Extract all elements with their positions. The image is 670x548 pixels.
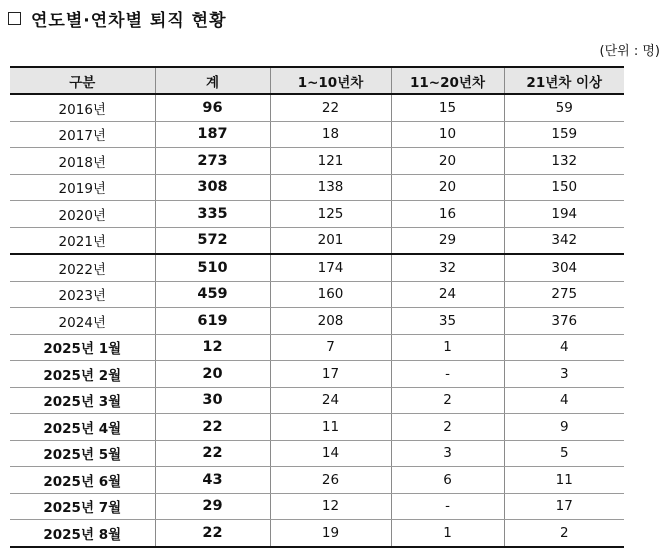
years-11-20-cell: 16: [391, 201, 504, 228]
unit-note: (단위 : 명): [599, 44, 660, 59]
row-label-cell: 2021년: [10, 227, 155, 254]
table-row: [10, 121, 624, 148]
row-label-cell: 2022년: [10, 254, 155, 281]
years-1-10-cell: 24: [270, 387, 391, 414]
years-1-10-cell: 14: [270, 440, 391, 467]
table-body: [10, 94, 624, 547]
column-header-category: 구분: [10, 67, 155, 94]
years-11-20-cell: 10: [391, 121, 504, 148]
table-row: [10, 174, 624, 201]
years-1-10-cell: 11: [270, 414, 391, 441]
section-heading: [8, 6, 227, 30]
table-row: [10, 493, 624, 520]
years-11-20-cell: -: [391, 493, 504, 520]
table-row: [10, 361, 624, 388]
years-11-20-cell: 6: [391, 467, 504, 494]
years-21-plus-cell: 5: [504, 440, 624, 467]
table-row: [10, 334, 624, 361]
years-1-10-cell: 18: [270, 121, 391, 148]
column-header-21-plus-years: 21년차 이상: [504, 67, 624, 94]
years-21-plus-cell: 150: [504, 174, 624, 201]
years-1-10-cell: 12: [270, 493, 391, 520]
total-cell: 30: [155, 387, 270, 414]
years-11-20-cell: 2: [391, 387, 504, 414]
total-cell: 96: [155, 94, 270, 121]
total-cell: 187: [155, 121, 270, 148]
years-21-plus-cell: 4: [504, 387, 624, 414]
years-1-10-cell: 19: [270, 520, 391, 547]
column-header-1-10-years: 1~10년차: [270, 67, 391, 94]
years-1-10-cell: 174: [270, 254, 391, 281]
years-21-plus-cell: 342: [504, 227, 624, 254]
years-21-plus-cell: 9: [504, 414, 624, 441]
years-11-20-cell: 3: [391, 440, 504, 467]
row-label-cell: 2025년 8월: [10, 520, 155, 547]
row-label-cell: 2018년: [10, 148, 155, 175]
years-11-20-cell: -: [391, 361, 504, 388]
years-11-20-cell: 1: [391, 520, 504, 547]
total-cell: 22: [155, 520, 270, 547]
years-1-10-cell: 160: [270, 281, 391, 308]
checkbox-bullet-icon: [8, 12, 21, 25]
years-21-plus-cell: 3: [504, 361, 624, 388]
years-21-plus-cell: 159: [504, 121, 624, 148]
retirement-table: [10, 66, 624, 548]
table-row: [10, 201, 624, 228]
years-21-plus-cell: 2: [504, 520, 624, 547]
years-11-20-cell: 1: [391, 334, 504, 361]
years-1-10-cell: 138: [270, 174, 391, 201]
years-21-plus-cell: 11: [504, 467, 624, 494]
total-cell: 572: [155, 227, 270, 254]
total-cell: 308: [155, 174, 270, 201]
table-row: [10, 227, 624, 254]
years-21-plus-cell: 194: [504, 201, 624, 228]
column-header-total: 계: [155, 67, 270, 94]
row-label-cell: 2025년 5월: [10, 440, 155, 467]
total-cell: 22: [155, 440, 270, 467]
table-row: [10, 281, 624, 308]
total-cell: 459: [155, 281, 270, 308]
table-row: [10, 440, 624, 467]
table-row: [10, 148, 624, 175]
years-1-10-cell: 22: [270, 94, 391, 121]
total-cell: 29: [155, 493, 270, 520]
row-label-cell: 2016년: [10, 94, 155, 121]
years-11-20-cell: 24: [391, 281, 504, 308]
years-11-20-cell: 15: [391, 94, 504, 121]
total-cell: 510: [155, 254, 270, 281]
heading-title: 연도별·연차별 퇴직 현황: [31, 10, 227, 31]
row-label-cell: 2017년: [10, 121, 155, 148]
years-1-10-cell: 7: [270, 334, 391, 361]
row-label-cell: 2019년: [10, 174, 155, 201]
total-cell: 273: [155, 148, 270, 175]
total-cell: 619: [155, 308, 270, 335]
years-21-plus-cell: 4: [504, 334, 624, 361]
years-1-10-cell: 17: [270, 361, 391, 388]
years-11-20-cell: 20: [391, 174, 504, 201]
table-row: [10, 414, 624, 441]
years-21-plus-cell: 17: [504, 493, 624, 520]
years-1-10-cell: 208: [270, 308, 391, 335]
row-label-cell: 2023년: [10, 281, 155, 308]
years-11-20-cell: 29: [391, 227, 504, 254]
table-row: [10, 254, 624, 281]
years-1-10-cell: 26: [270, 467, 391, 494]
years-11-20-cell: 32: [391, 254, 504, 281]
total-cell: 22: [155, 414, 270, 441]
years-21-plus-cell: 304: [504, 254, 624, 281]
years-11-20-cell: 2: [391, 414, 504, 441]
years-21-plus-cell: 59: [504, 94, 624, 121]
years-1-10-cell: 201: [270, 227, 391, 254]
row-label-cell: 2025년 7월: [10, 493, 155, 520]
years-21-plus-cell: 275: [504, 281, 624, 308]
total-cell: 43: [155, 467, 270, 494]
row-label-cell: 2025년 4월: [10, 414, 155, 441]
table-row: [10, 94, 624, 121]
row-label-cell: 2024년: [10, 308, 155, 335]
table-row: [10, 387, 624, 414]
column-header-11-20-years: 11~20년차: [391, 67, 504, 94]
table-row: [10, 520, 624, 547]
table-row: [10, 467, 624, 494]
total-cell: 335: [155, 201, 270, 228]
total-cell: 12: [155, 334, 270, 361]
years-1-10-cell: 125: [270, 201, 391, 228]
years-1-10-cell: 121: [270, 148, 391, 175]
years-21-plus-cell: 376: [504, 308, 624, 335]
row-label-cell: 2025년 2월: [10, 361, 155, 388]
row-label-cell: 2025년 6월: [10, 467, 155, 494]
years-11-20-cell: 35: [391, 308, 504, 335]
years-21-plus-cell: 132: [504, 148, 624, 175]
row-label-cell: 2020년: [10, 201, 155, 228]
row-label-cell: 2025년 3월: [10, 387, 155, 414]
table-row: [10, 308, 624, 335]
years-11-20-cell: 20: [391, 148, 504, 175]
total-cell: 20: [155, 361, 270, 388]
row-label-cell: 2025년 1월: [10, 334, 155, 361]
table-header-row: [10, 67, 624, 94]
